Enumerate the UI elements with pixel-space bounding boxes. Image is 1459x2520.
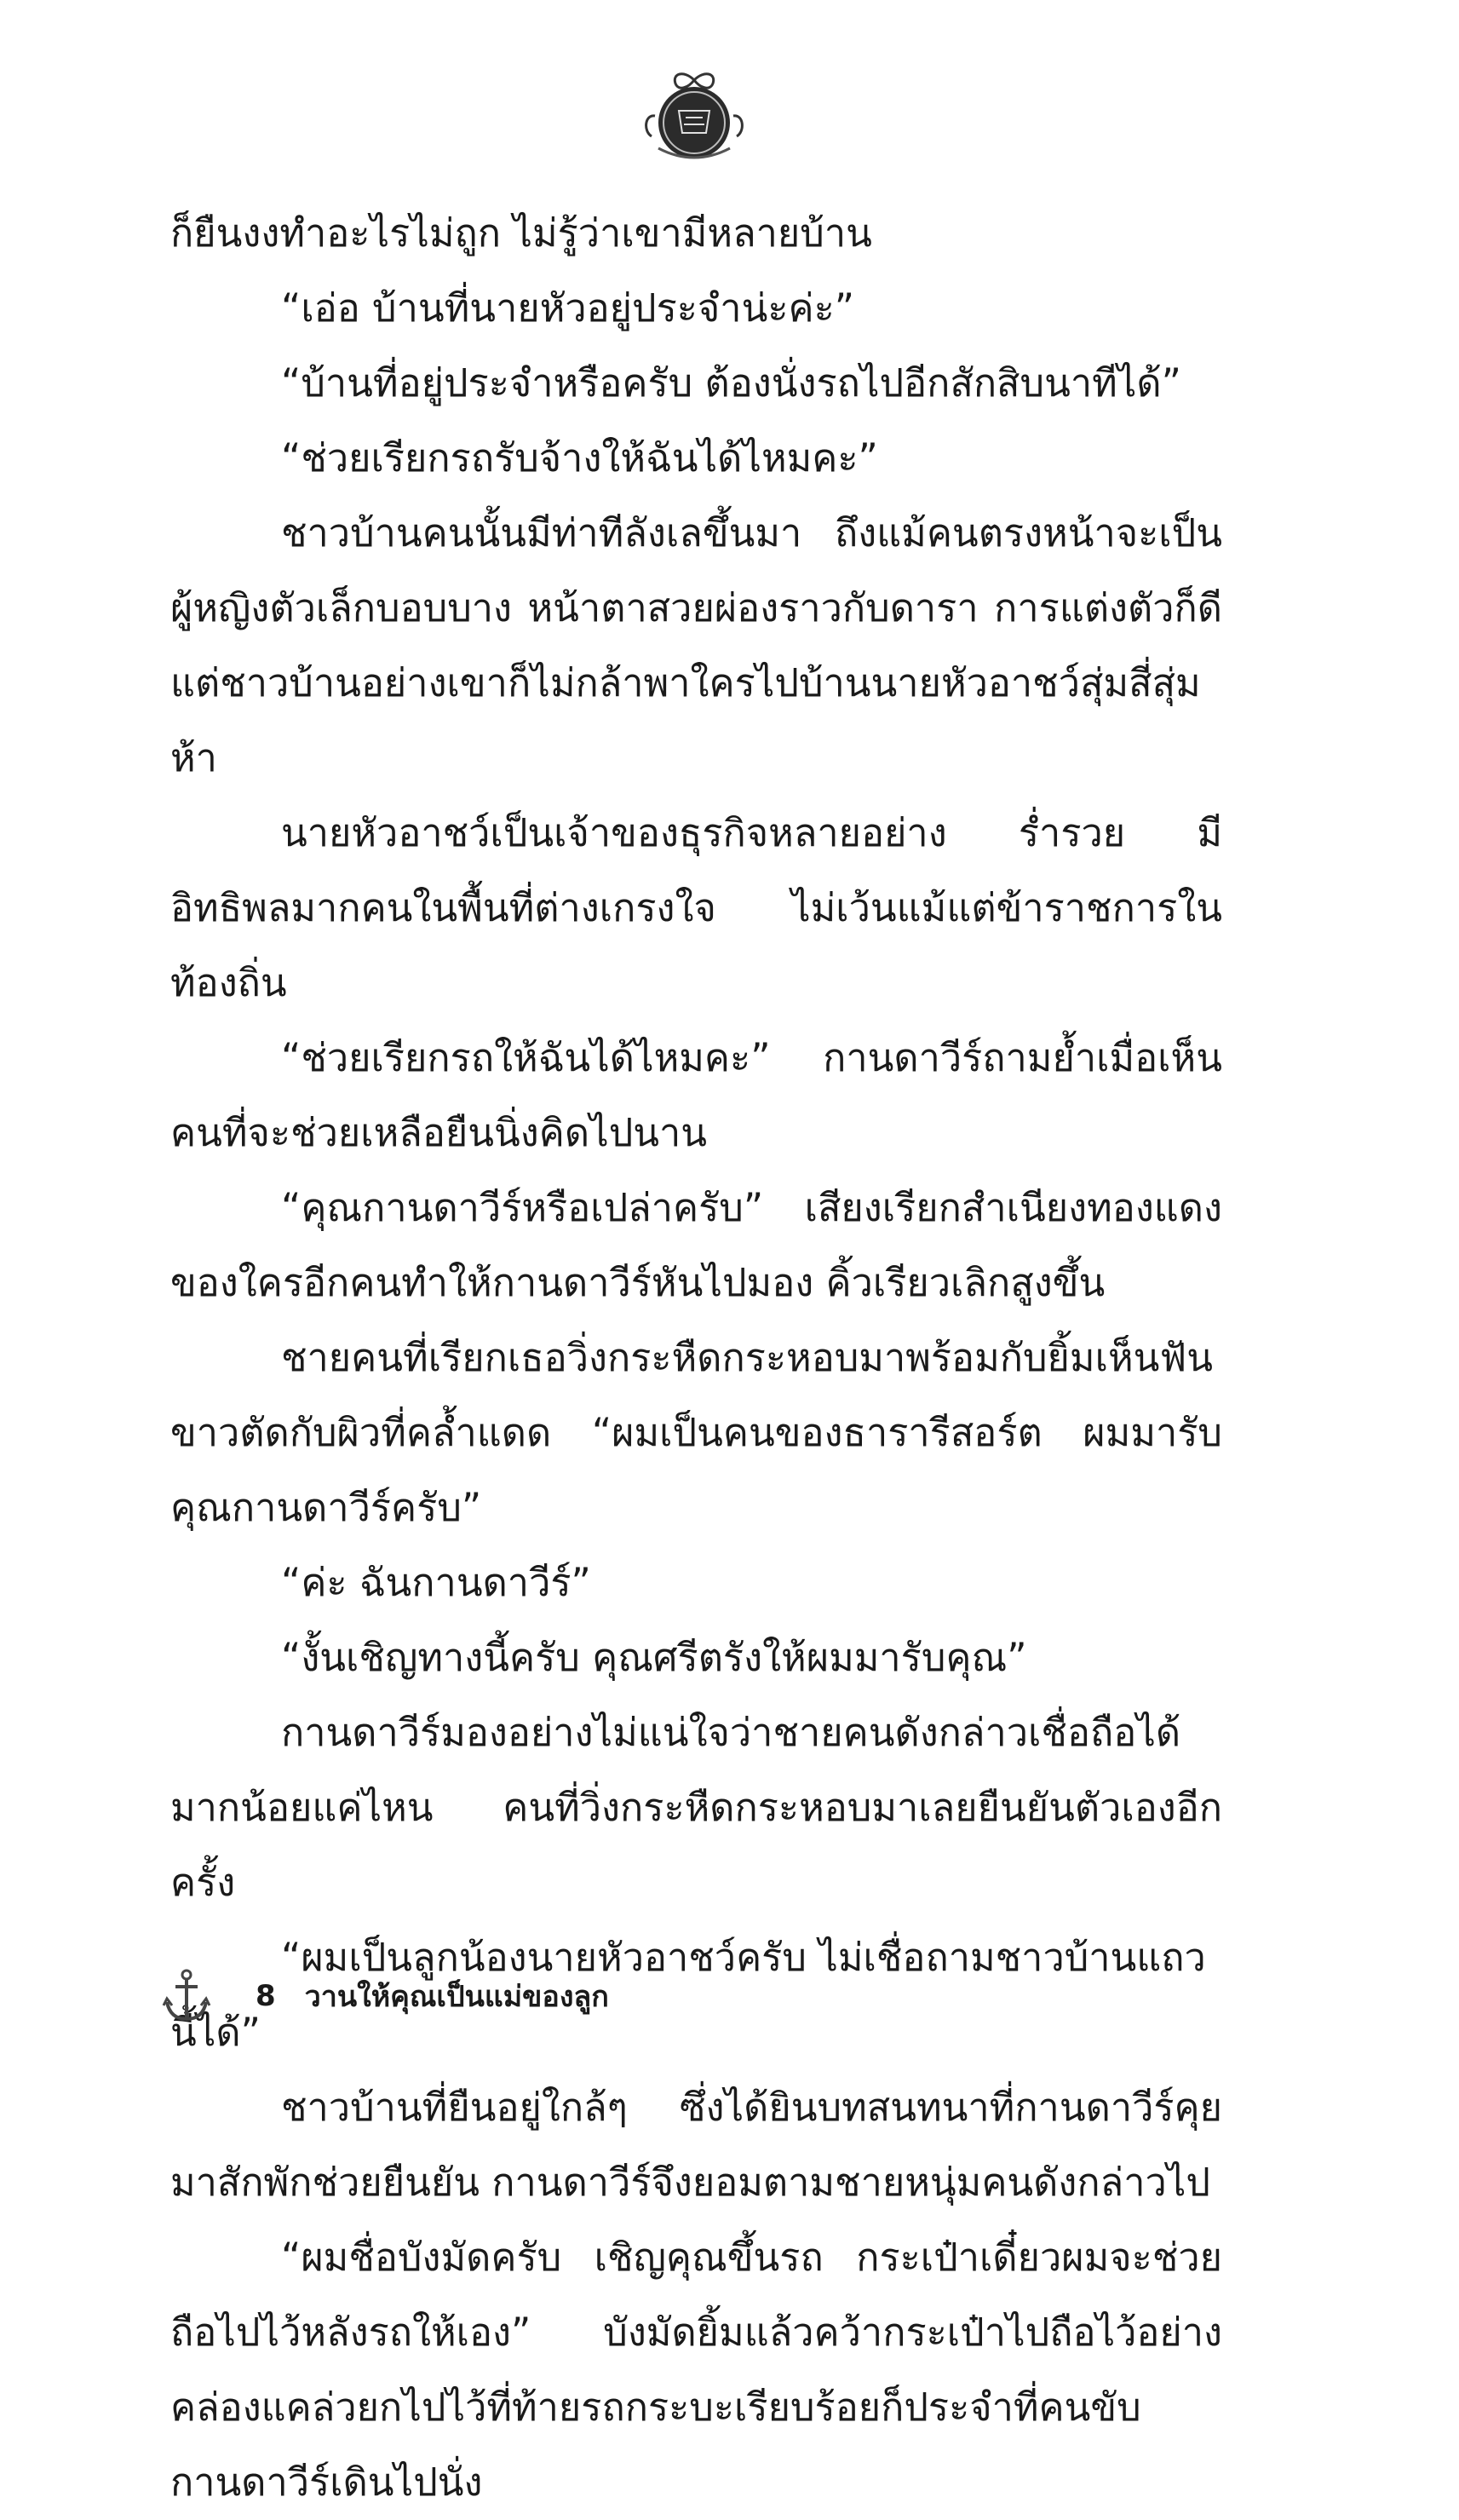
paragraph: ชายคนที่เรียกเธอวิ่งกระหืดกระหอบมาพร้อมกับยิ้มเห็นฟันขาวตัดกับผิวที่คล้ำแดด “ผมเป็นคนของธารารีสอร์ต ผมมารับคุณกานดาวีร์ครับ” [170,1335,1222,1530]
paragraph: “งั้นเชิญทางนี้ครับ คุณศรีตรังให้ผมมารับคุณ” [281,1635,1027,1680]
paragraph: “บ้านที่อยู่ประจำหรือครับ ต้องนั่งรถไปอีกสักสิบนาทีได้” [281,360,1181,406]
page-number: 8 [256,1979,276,2013]
paragraph: “ผมเป็นลูกน้องนายหัวอาชว์ครับ ไม่เชื่อถามชาวบ้านแถวนี้ได้” [170,1935,1206,2055]
paragraph: ก็ยืนงงทำอะไรไม่ถูก ไม่รู้ว่าเขามีหลายบ้าน [170,210,872,256]
paragraph: ชาวบ้านที่ยืนอยู่ใกล้ๆ ซึ่งได้ยินบทสนทนาที่กานดาวีร์คุยมาสักพักช่วยยืนยัน กานดาวีร์จึงยอมตามชายหนุ่มคนดังกล่าวไป [170,2085,1222,2205]
body-text [170,196,1222,2520]
paragraph: “เอ่อ บ้านที่นายหัวอยู่ประจำน่ะค่ะ” [281,285,855,331]
paragraph: กานดาวีร์มองอย่างไม่แน่ใจว่าชายคนดังกล่าวเชื่อถือได้มากน้อยแค่ไหน คนที่วิ่งกระหืดกระหอบมาเลยยืนยันตัวเองอีกครั้ง [170,1710,1222,1905]
page-footer [162,1966,609,2026]
paragraph: “ค่ะ ฉันกานดาวีร์” [281,1560,591,1605]
anchor-icon [162,1968,211,2024]
paragraph: “ช่วยเรียกรถรับจ้างให้ฉันได้ไหมคะ” [281,435,878,480]
paragraph: นายหัวอาชว์เป็นเจ้าของธุรกิจหลายอย่าง ร่ำรวย มีอิทธิพลมากคนในพื้นที่ต่างเกรงใจ ไม่เว้นแม้แต่ข้าราชการในท้องถิ่น [170,810,1222,1005]
publisher-emblem-icon [635,55,754,174]
paragraph: “ผมชื่อบังมัดครับ เชิญคุณขึ้นรถ กระเป๋าเดี๋ยวผมจะช่วยถือไปไว้หลังรถให้เอง” บังมัดยิ้มแล้วคว้ากระเป๋าไปถือไว้อย่างคล่องแคล่วยกไปไว้ที่ท้ายรถกระบะเรียบร้อยก็ประจำที่คนขับ กานดาวีร์เดินไปนั่ง [170,2235,1222,2505]
paragraph: ชาวบ้านคนนั้นมีท่าทีลังเลขึ้นมา ถึงแม้คนตรงหน้าจะเป็นผู้หญิงตัวเล็กบอบบาง หน้าตาสวยผ่องราวกับดารา การแต่งตัวก็ดี แต่ชาวบ้านอย่างเขาก็ไม่กล้าพาใครไปบ้านนายหัวอาชว์สุ่มสี่สุ่มห้า [170,510,1222,780]
book-title: วานให้คุณเป็นแม่ของลูก [304,1980,609,2014]
paragraph: “ช่วยเรียกรถให้ฉันได้ไหมคะ” กานดาวีร์ถามย้ำเมื่อเห็นคนที่จะช่วยเหลือยืนนิ่งคิดไปนาน [170,1035,1222,1155]
paragraph: “คุณกานดาวีร์หรือเปล่าครับ” เสียงเรียกสำเนียงทองแดงของใครอีกคนทำให้กานดาวีร์หันไปมอง คิ้วเรียวเลิกสูงขึ้น [170,1185,1222,1305]
